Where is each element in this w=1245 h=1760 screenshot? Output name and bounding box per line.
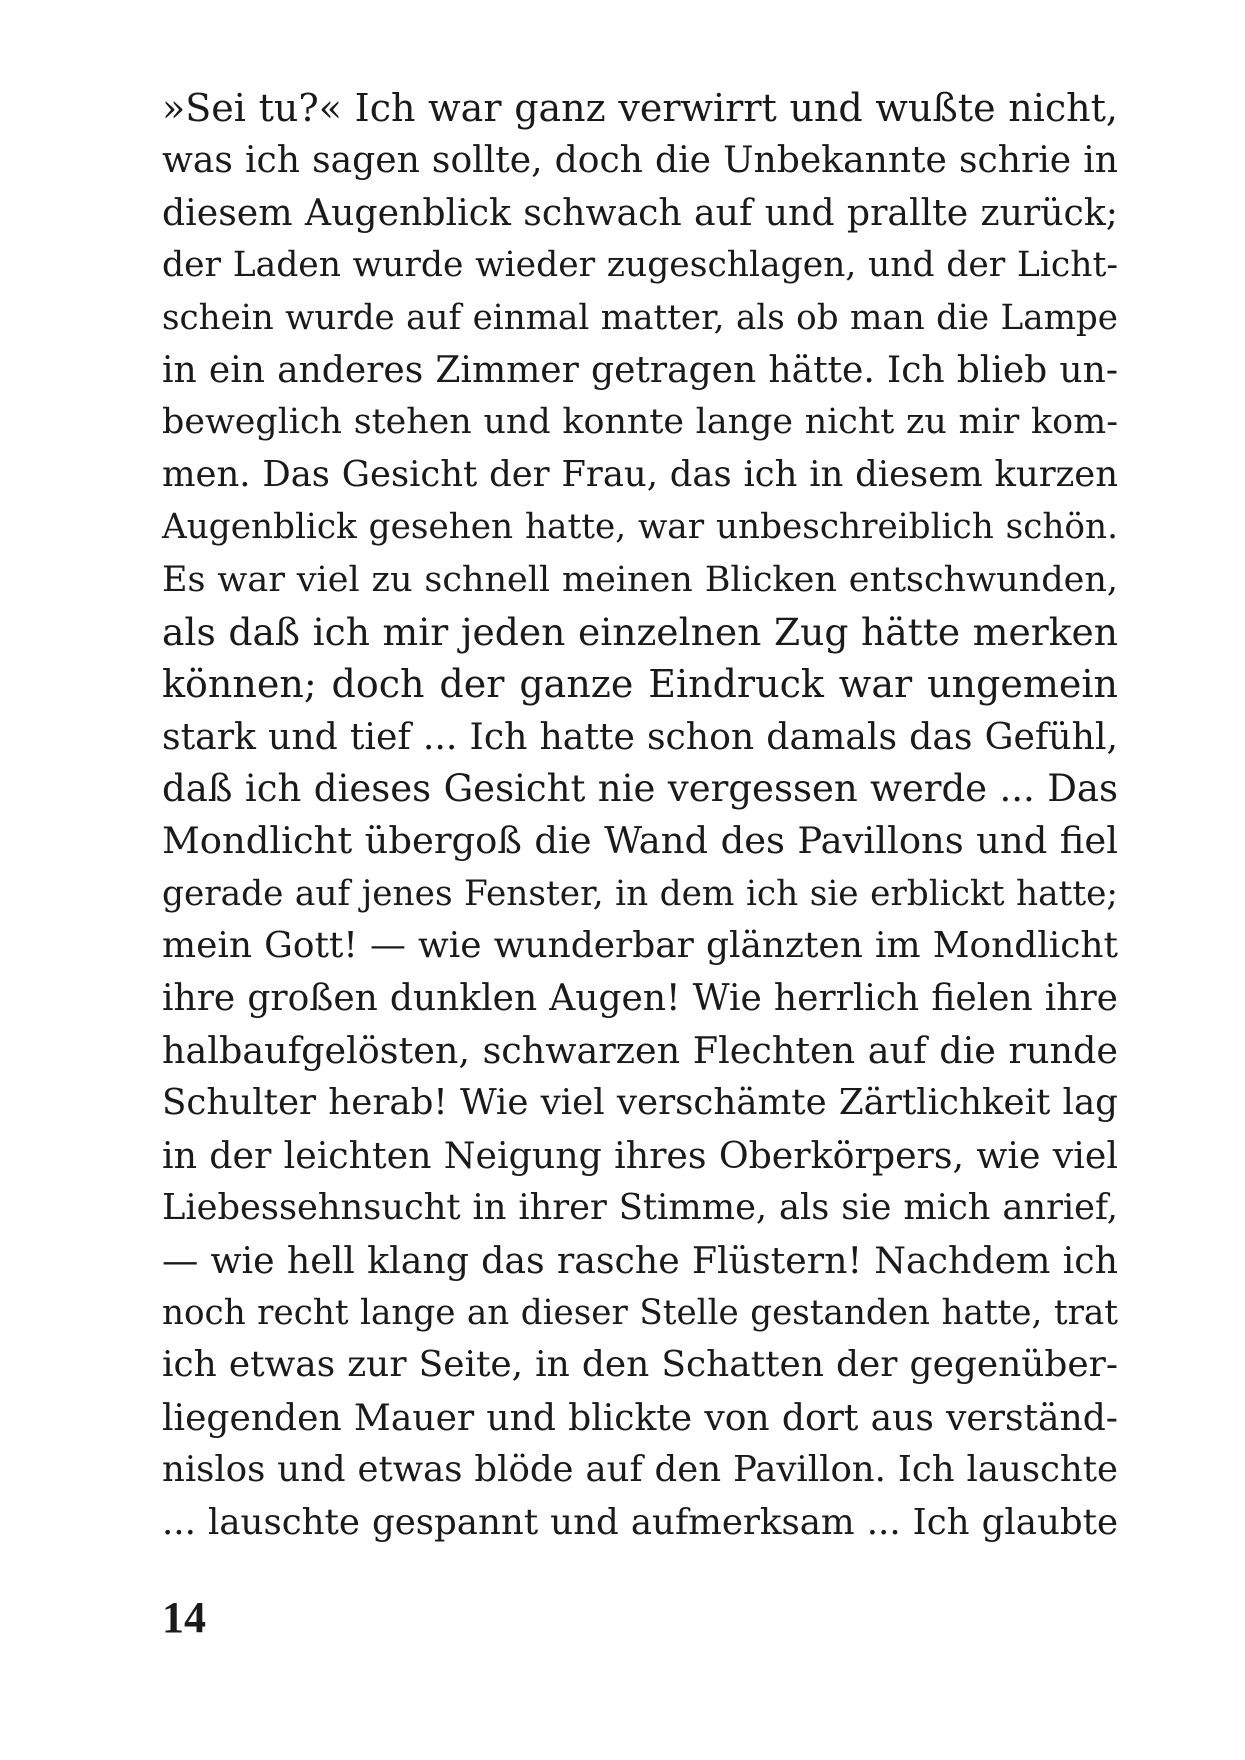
text-line: Schulter herab! Wie viel verschämte Zärtlichkeit lag xyxy=(162,1082,1118,1124)
text-line: schein wurde auf einmal matter, als ob man die Lampe xyxy=(162,297,1118,338)
text-line: — wie hell klang das rasche Flüstern! Nachdem ich xyxy=(162,1238,1118,1282)
text-line: diesem Augenblick schwach auf und prallte zurück; xyxy=(162,190,1118,234)
text-line: mein Gott! — wie wunderbar glänzten im Mondlicht xyxy=(162,925,1118,967)
text-line: in ein anderes Zimmer getragen hätte. Ich blieb un- xyxy=(162,348,1118,391)
text-line: stark und tief ... Ich hatte schon damals das Gefühl, xyxy=(162,714,1118,758)
text-line: halbaufgelösten, schwarzen Flechten auf die runde xyxy=(162,1029,1118,1073)
text-line: ihre großen dunklen Augen! Wie herrlich fielen ihre xyxy=(162,977,1118,1019)
text-line: noch recht lange an dieser Stelle gestanden hatte, trat xyxy=(162,1292,1118,1333)
text-line: Augenblick gesehen hatte, war unbeschreiblich schön. xyxy=(162,507,1118,548)
text-line: liegenden Mauer und blickte von dort aus verständ- xyxy=(162,1396,1118,1439)
text-line: nislos und etwas blöde auf den Pavillon. Ich lauschte xyxy=(162,1449,1118,1491)
text-line: als daß ich mir jeden einzelnen Zug hätte merken xyxy=(162,609,1118,654)
text-line: men. Das Gesicht der Frau, das ich in diesem kurzen xyxy=(162,453,1118,495)
text-line: beweglich stehen und konnte lange nicht zu mir kom- xyxy=(162,402,1118,443)
text-line: in der leichten Neigung ihres Oberkörpers, wie viel xyxy=(162,1133,1118,1177)
text-line: Mondlicht übergoß die Wand des Pavillons und fiel xyxy=(162,819,1118,863)
text-line: ... lauschte gespannt und aufmerksam ... Ich glaubte xyxy=(162,1501,1118,1543)
text-line: daß ich dieses Gesicht nie vergessen werde ... Das xyxy=(162,767,1118,811)
text-line: gerade auf jenes Fenster, in dem ich sie erblickt hatte; xyxy=(162,873,1118,914)
text-line: der Laden wurde wieder zugeschlagen, und der Licht- xyxy=(162,245,1118,286)
page-number: 14 xyxy=(162,1593,206,1642)
text-line: Es war viel zu schnell meinen Blicken entschwunden, xyxy=(162,559,1118,600)
body-text xyxy=(162,82,1118,1549)
text-line: ich etwas zur Seite, in den Schatten der gegenüber- xyxy=(162,1344,1118,1386)
text-line: können; doch der ganze Eindruck war ungemein xyxy=(162,662,1118,707)
text-line: was ich sagen sollte, doch die Unbekannte schrie in xyxy=(162,139,1118,182)
text-line: Liebessehnsucht in ihrer Stimme, als sie mich anrief, xyxy=(162,1187,1118,1229)
text-line: »Sei tu?« Ich war ganz verwirrt und wußte nicht, xyxy=(162,86,1118,130)
